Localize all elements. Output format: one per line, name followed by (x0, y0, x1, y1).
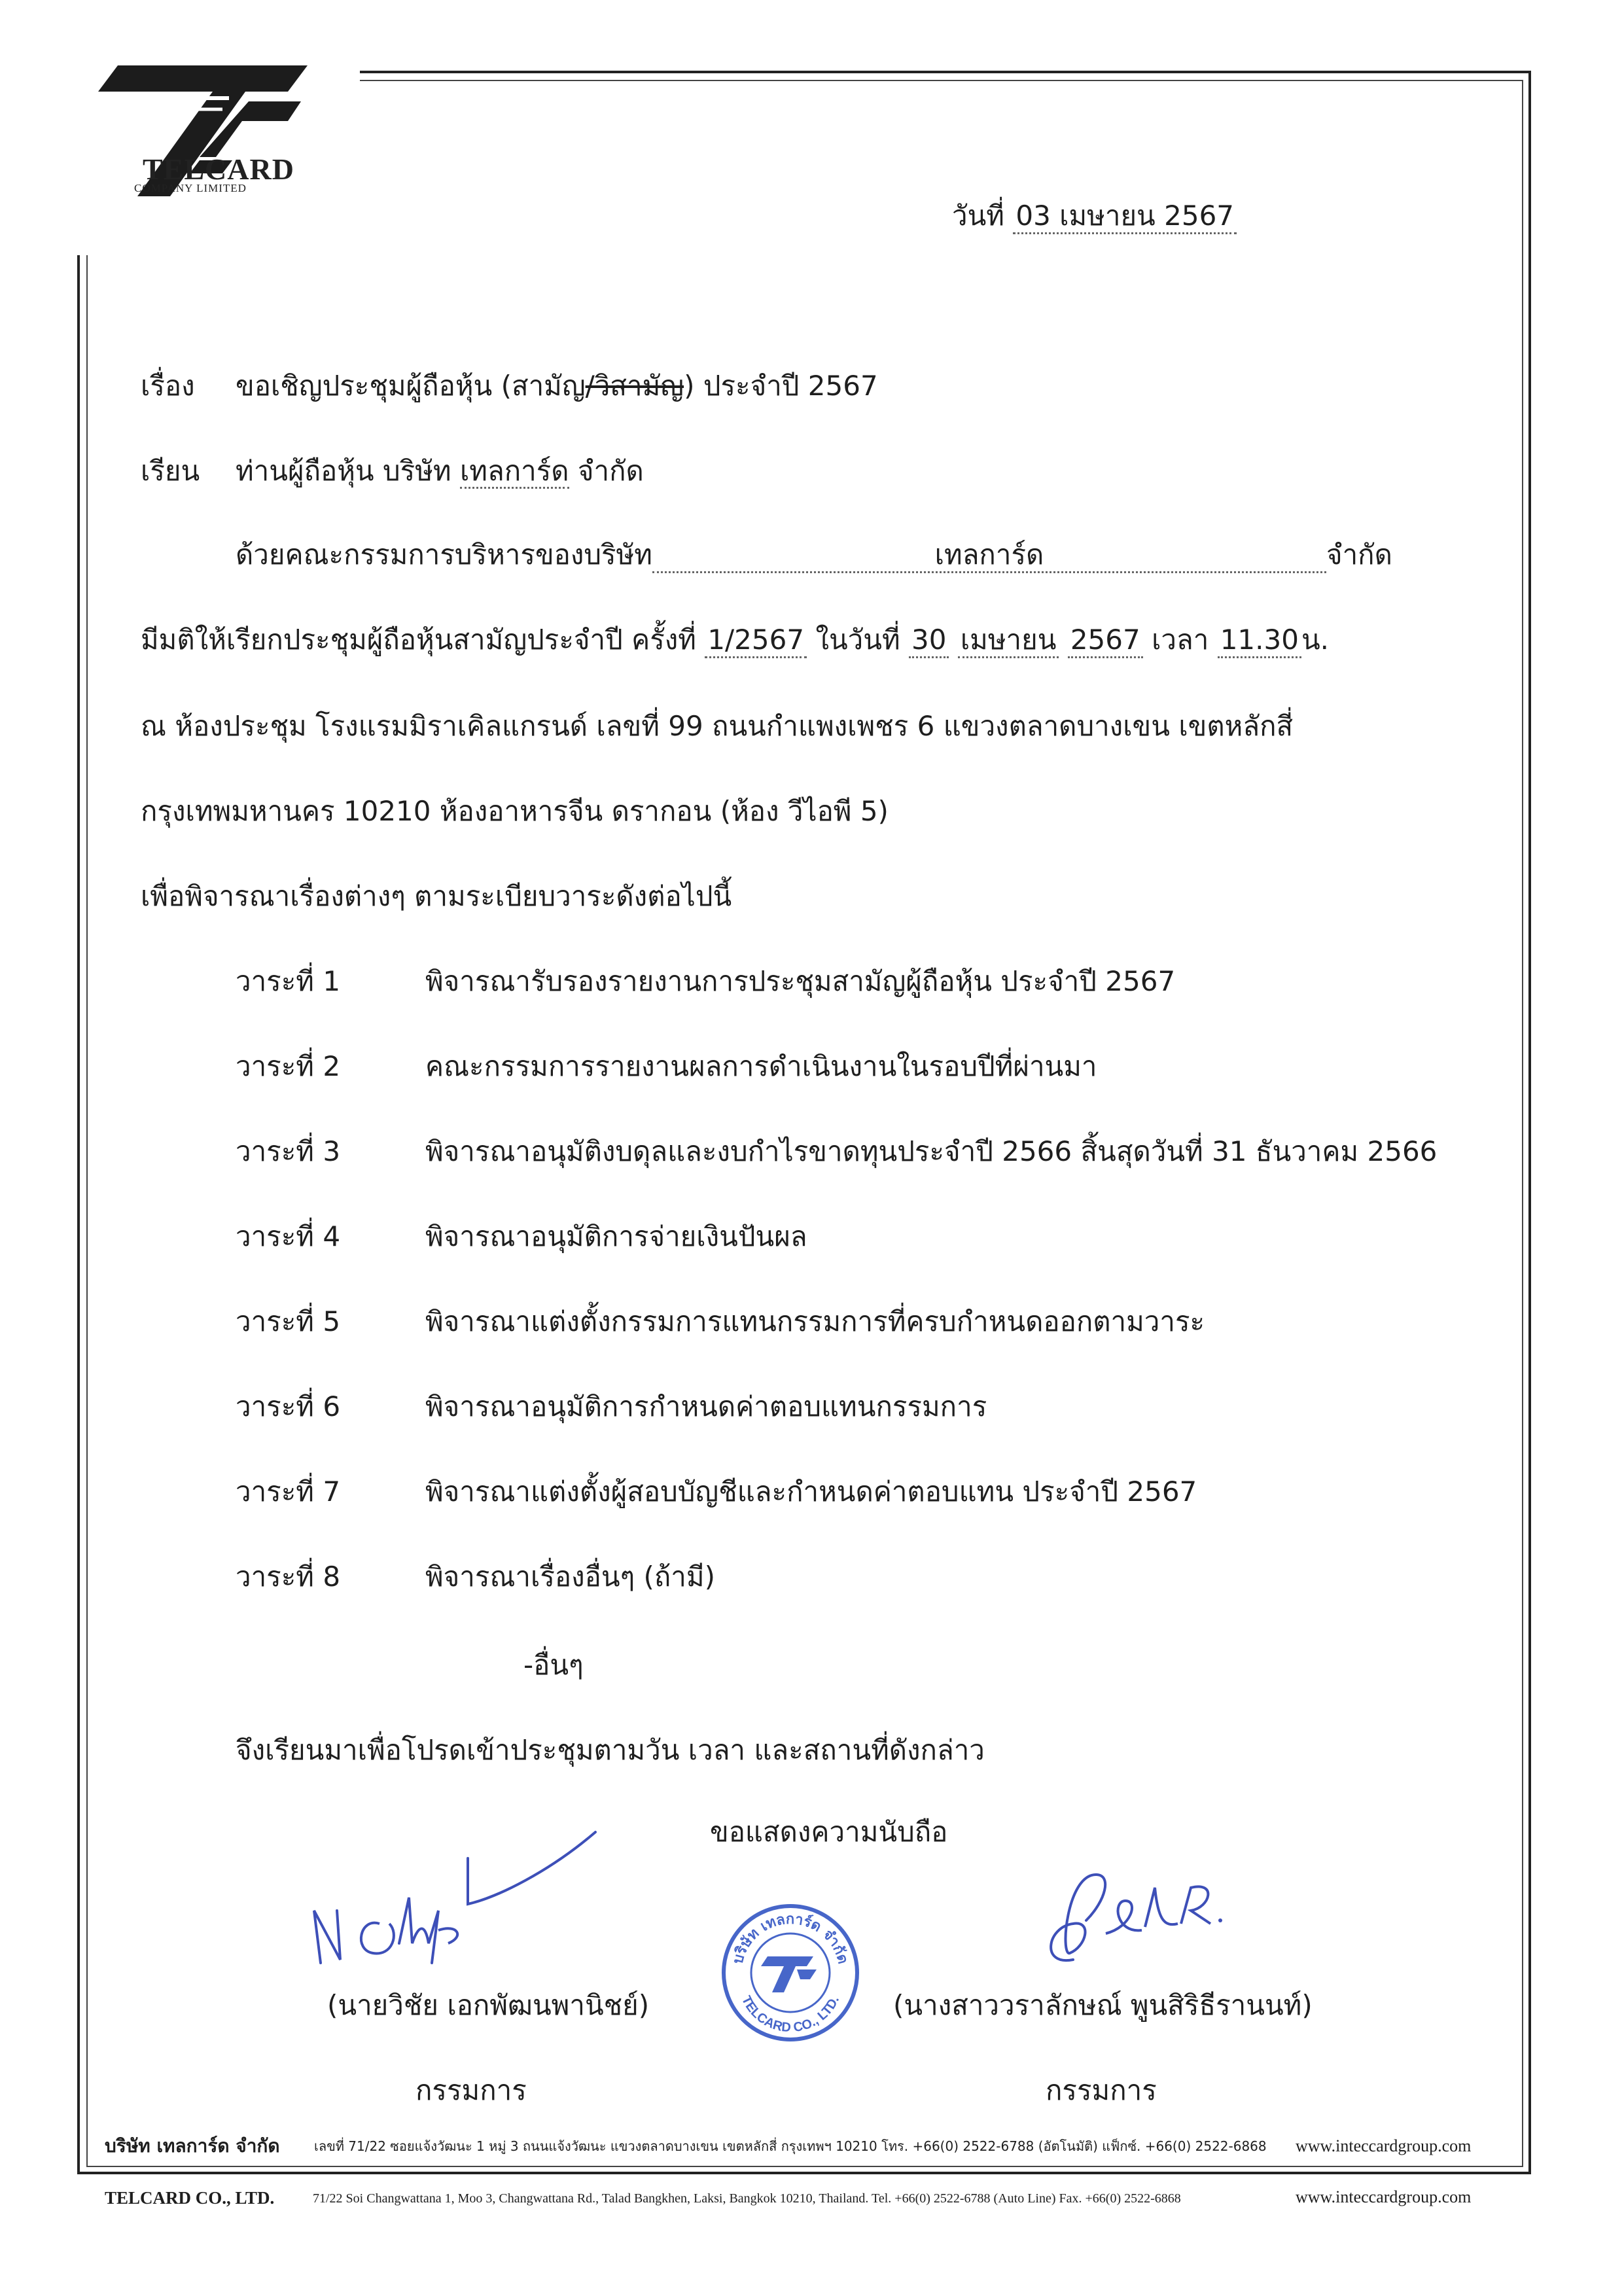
meeting-month: เมษายน (958, 624, 1059, 658)
seal-text-en: TELCARD CO., LTD. (738, 1994, 843, 2036)
meeting-text-2: ในวันที่ (815, 624, 900, 656)
agenda-label: วาระที่ 4 (236, 1220, 341, 1252)
signatory-title-left: กรรมการ (415, 2074, 527, 2106)
logo-subtitle: COMPANY LIMITED (134, 182, 247, 194)
agenda-label: วาระที่ 2 (236, 1050, 341, 1082)
date-prefix: วันที่ (952, 200, 1004, 232)
closing-text: จึงเรียนมาเพื่อโปรดเข้าประชุมตามวัน เวลา และสถานที่ดังกล่าว (236, 1734, 985, 1766)
meeting-text-1: มีมติให้เรียกประชุมผู้ถือหุ้นสามัญประจำปี ครั้งที่ (141, 624, 696, 656)
footer-website-en[interactable]: www.inteccardgroup.com (1296, 2187, 1472, 2206)
signature-left-icon (301, 1812, 615, 1983)
agenda-label: วาระที่ 7 (236, 1475, 341, 1508)
agenda-text: พิจารณารับรองรายงานการประชุมสามัญผู้ถือหุ้น ประจำปี 2567 (425, 965, 1176, 997)
agenda-text: พิจารณาแต่งตั้งกรรมการแทนกรรมการที่ครบกำหนดออกตามวาระ (425, 1305, 1205, 1337)
addressee-label: เรียน (141, 455, 200, 487)
subject-label: เรื่อง (141, 370, 195, 402)
signatory-name-right: (นางสาววราลักษณ์ พูนสิริธีรานนท์) (893, 1989, 1313, 2021)
meeting-number: 1/2567 (705, 624, 807, 658)
agenda-intro: เพื่อพิจารณาเรื่องต่างๆ ตามระเบียบวาระดังต่อไปนี้ (141, 880, 732, 912)
footer-company-th: บริษัท เทลการ์ด จำกัด (105, 2135, 280, 2157)
footer-address-en: 71/22 Soi Changwattana 1, Moo 3, Changwattana Rd., Talad Bangkhen, Laksi, Bangkok 10210, Thailand. Tel. +66(0) 2522-6788 (Auto Line) Fax. +66(0) 2522-6868 (313, 2191, 1181, 2206)
location-line-2: กรุงเทพมหานคร 10210 ห้องอาหารจีน ดรากอน (ห้อง วีไอพี 5) (141, 795, 889, 827)
subject-struck: /วิสามัญ (585, 370, 684, 402)
location-line-1: ณ ห้องประชุม โรงแรมมิราเคิลแกรนด์ เลขที่ 99 ถนนกำแพงเพชร 6 แขวงตลาดบางเขน เขตหลักสี่ (141, 710, 1294, 742)
agenda-others: -อื่นๆ (523, 1649, 584, 1681)
letter-date (952, 200, 1237, 234)
agenda-text: พิจารณาแต่งตั้งผู้สอบบัญชีและกำหนดค่าตอบแทน ประจำปี 2567 (425, 1475, 1197, 1508)
subject-after: ) ประจำปี 2567 (684, 370, 878, 402)
seal-text-th: บริษัท เทลการ์ด จำกัด (730, 1911, 851, 1966)
meeting-year: 2567 (1068, 624, 1143, 658)
meeting-day: 30 (909, 624, 949, 658)
agenda-text: คณะกรรมการรายงานผลการดำเนินงานในรอบปีที่ผ่านมา (425, 1050, 1097, 1082)
logo-name: TELCARD (143, 152, 294, 186)
addressee-before: ท่านผู้ถือหุ้น บริษัท (236, 455, 460, 487)
addressee-company: เทลการ์ด (460, 455, 569, 489)
agenda-label: วาระที่ 3 (236, 1135, 341, 1167)
addressee-after: จำกัด (569, 455, 644, 487)
company-seal-icon (718, 1901, 862, 2045)
intro-company: เทลการ์ด (652, 539, 1326, 573)
intro-before: ด้วยคณะกรรมการบริหารของบริษัท (236, 539, 652, 571)
signature-right-icon (1034, 1862, 1243, 1973)
addressee-text (236, 455, 644, 487)
meeting-line (141, 624, 1329, 658)
meeting-text-3: เวลา (1152, 624, 1209, 656)
meeting-text-4: น. (1301, 624, 1329, 656)
agenda-label: วาระที่ 1 (236, 965, 341, 997)
agenda-text: พิจารณาอนุมัติการจ่ายเงินปันผล (425, 1220, 807, 1252)
subject-before: ขอเชิญประชุมผู้ถือหุ้น (สามัญ (236, 370, 586, 402)
agenda-text: พิจารณาอนุมัติการกำหนดค่าตอบแทนกรรมการ (425, 1390, 987, 1422)
signatory-title-right: กรรมการ (1046, 2074, 1157, 2106)
agenda-label: วาระที่ 6 (236, 1390, 341, 1422)
subject-text (236, 370, 878, 402)
agenda-text: พิจารณาเรื่องอื่นๆ (ถ้ามี) (425, 1561, 715, 1593)
intro-after: จำกัด (1326, 539, 1392, 571)
intro-line (236, 539, 1392, 573)
footer-address-th: เลขที่ 71/22 ซอยแจ้งวัฒนะ 1 หมู่ 3 ถนนแจ้งวัฒนะ แขวงตลาดบางเขน เขตหลักสี่ กรุงเทพฯ 10210 โทร. +66(0) 2522-6788 (อัตโนมัติ) แฟ็กซ์. +66(0) 2522-6868 (314, 2138, 1267, 2154)
footer-website-th[interactable]: www.inteccardgroup.com (1296, 2136, 1472, 2155)
agenda-label: วาระที่ 8 (236, 1561, 341, 1593)
agenda-label: วาระที่ 5 (236, 1305, 341, 1337)
agenda-text: พิจารณาอนุมัติงบดุลและงบกำไรขาดทุนประจำปี 2566 สิ้นสุดวันที่ 31 ธันวาคม 2566 (425, 1135, 1438, 1167)
signatory-name-left: (นายวิชัย เอกพัฒนพานิชย์) (327, 1989, 650, 2021)
date-value: 03 เมษายน 2567 (1013, 200, 1237, 234)
meeting-time: 11.30 (1218, 624, 1301, 658)
footer-company-en: TELCARD CO., LTD. (105, 2188, 275, 2208)
regards-text: ขอแสดงความนับถือ (710, 1816, 948, 1848)
